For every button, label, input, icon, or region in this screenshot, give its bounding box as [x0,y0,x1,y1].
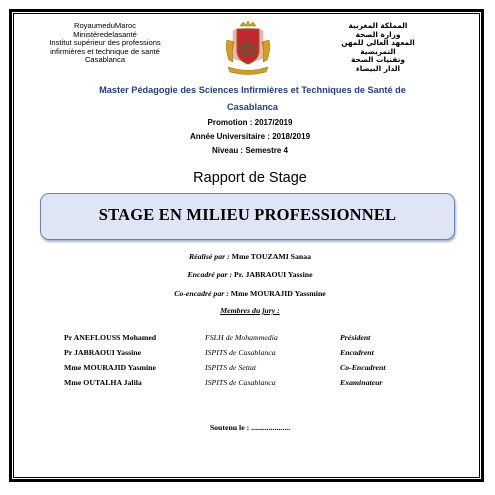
institution-header-ar [323,22,433,74]
encadre-label: Encadré par : [187,270,233,279]
coencadre-par [60,289,440,298]
header-line: Casablanca [84,55,126,65]
level: Niveau : Semestre 4 [211,146,289,155]
jury-institution: FSLH de Mohammedia [205,333,278,342]
jury-name: Pr ANEFLOUSS Mohamed [64,333,157,342]
master-line: Master Pédagogie des Sciences Infirmières et Techniques de Santé de [99,85,406,95]
header-line: Ministèredelasanté [73,29,137,39]
master-program [60,82,445,116]
jury-heading: Membres du jury : [220,306,280,315]
jury-role: Examinateur [340,378,383,387]
jury-institution: ISPITS de Casablanca [205,348,276,357]
jury-institution: ISPITS de Casablanca [205,378,276,387]
header-line: المعهد العالي للمهن التمريضية [341,38,415,56]
header-line: وزارة الصحة [355,29,401,39]
jury-name: Mme MOURAJID Yasmine [64,363,156,372]
academic-year: Année Universitaire : 2018/2019 [189,132,311,141]
institution-header-fr [30,22,180,65]
jury-institution: ISPITS de Settat [205,363,257,372]
header-line: المملكة المغربية [348,21,408,30]
header-line: الدار البيضاء [355,63,401,73]
report-type: Rapport de Stage [193,170,307,186]
report-title: STAGE EN MILIEU PROFESSIONNEL [98,205,397,224]
coat-of-arms-icon [223,20,273,76]
jury-role: Encadrent [340,348,374,357]
realise-par [60,252,440,261]
promotion: Promotion : 2017/2019 [207,118,293,127]
header-line: RoyaumeduMaroc [73,21,137,30]
defense-date: Soutenu le : .................... [209,423,291,432]
master-line: Casablanca [226,102,279,112]
header-line: وتقنيات الصحة [351,55,405,65]
jury-role: Co-Encadrent [340,363,386,372]
encadre-par [60,270,440,279]
realise-label: Réalisé par : [188,252,230,261]
coencadre-value: Mme MOURAJID Yassmine [230,289,326,298]
coencadre-label: Co-encadré par : [174,289,229,298]
jury-name: Mme OUTALHA Jalila [64,378,142,387]
realise-value: Mme TOUZAMI Sanaa [231,252,312,261]
jury-role: Président [340,333,371,342]
header-line: Institut supérieur des professions [49,38,161,48]
header-line: infirmières et technique de santé [50,46,160,56]
jury-name: Pr JABRAOUI Yassine [64,348,142,357]
encadre-value: Pr. JABRAOUI Yassine [234,270,313,279]
